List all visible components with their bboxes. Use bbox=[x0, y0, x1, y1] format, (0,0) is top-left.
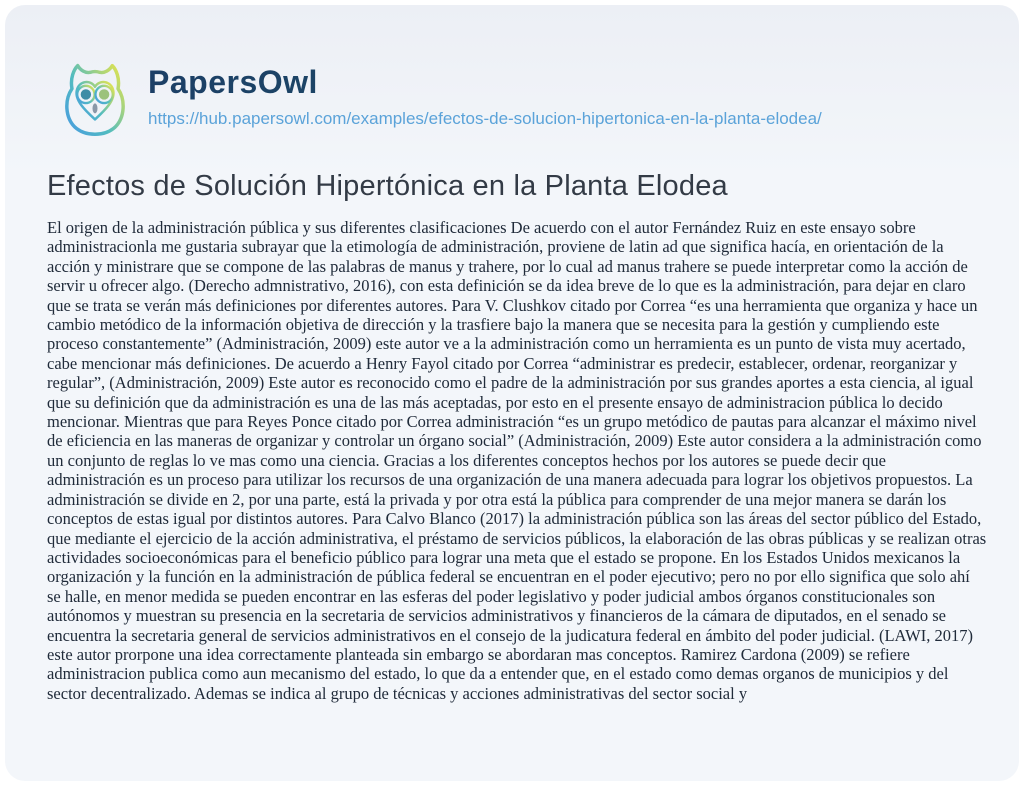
owl-logo-icon[interactable] bbox=[47, 57, 143, 153]
brand-name: PapersOwl bbox=[148, 65, 822, 100]
owl-head-outline bbox=[67, 66, 123, 135]
essay-body-text: El origen de la administración pública y sus diferentes clasificaciones De acuerdo con el autor Fernández Ruiz en este ensayo sobre administracionla me gustaria subrayar que la etimología de administración, proviene de latin ad que significa hacía, en orientación de la acción y ministrare que se compone de las palabras de manus y trahere, por lo cual ad manus trahere se puede interpretar como la acción de servir u ofrecer algo. (Derecho admnistrativo, 2016), con esta definición se da idea breve de lo que es la administración, para dejar en claro que se trata se verán más definiciones por diferentes autores. Para V. Clushkov citado por Correa “es una herramienta que organiza y hace un cambio metódico de la información objetiva de dirección y la trasfiere bajo la manera que se necesita para la gestión y cumpliendo este proceso constantemente” (Administración, 2009) este autor ve a la administración como un herramienta es un punto de vista muy acertado, cabe mencionar más definiciones. De acuerdo a Henry Fayol citado por Correa “administrar es predecir, establecer, ordenar, reorganizar y regular”, (Administración, 2009) Este autor es reconocido como el padre de la administración por sus grandes aportes a esta ciencia, al igual que su definición que da administración es una de las más aceptadas, por esto en el presente ensayo de administracion pública lo decido mencionar. Mientras que para Reyes Ponce citado por Correa administración “es un grupo metódico de pautas para alcanzar el máximo nivel de eficiencia en las maneras de organizar y controlar un órgano social” (Administración, 2009) Este autor considera a la administración como un conjunto de reglas lo ve mas como una ciencia. Gracias a los diferentes conceptos hechos por los autores se puede decir que administración es un proceso para utilizar los recursos de una organización de una manera adecuada para lograr los objetivos propuestos. La administración se divide en 2, por una parte, está la privada y por otra está la pública para comprender de una mejor manera se darán los conceptos de estas igual por distintos autores. Para Calvo Blanco (2017) la administración pública son las áreas del sector público del Estado, que mediante el ejercicio de la acción administrativa, el préstamo de servicios públicos, la elaboración de las obras públicas y se realizan otras actividades socioeconómicas para el beneficio público para lograr una meta que el estado se propone. En los Estados Unidos mexicanos la organización y la función en la administración de pública federal se encuentran en el poder ejecutivo; pero no por ello significa que solo ahí se halle, en menor medida se pueden encontrar en las esferas del poder legislativo y poder judicial ambos órganos constitucionales son autónomos y muestran su presencia en la secretaria de servicios administrativos y financieros de la cámara de diputados, en el senado se encuentra la secretaria general de servicios administrativos en el consejo de la judicatura federal en ámbito del poder judicial. (LAWI, 2017) este autor prorpone una idea correctamente planteada sin embargo se abordaran mas conceptos. Ramirez Cardona (2009) se refiere administracion publica como aun mecanismo del estado, lo que da a entender que, en el estado como demas organos de municipios y del sector decentralizado. Ademas se indica al grupo de técnicas y acciones administrativas del sector social y bbox=[47, 218, 987, 703]
document-preview-card bbox=[5, 5, 1019, 781]
owl-left-eye bbox=[81, 89, 91, 99]
site-header bbox=[148, 65, 822, 129]
owl-beak bbox=[93, 103, 98, 113]
page-title: Efectos de Solución Hipertónica en la Planta Elodea bbox=[47, 170, 728, 202]
source-url-link[interactable]: https://hub.papersowl.com/examples/efectos-de-solucion-hipertonica-en-la-planta-elodea/ bbox=[148, 109, 822, 129]
owl-right-eye bbox=[99, 89, 109, 99]
